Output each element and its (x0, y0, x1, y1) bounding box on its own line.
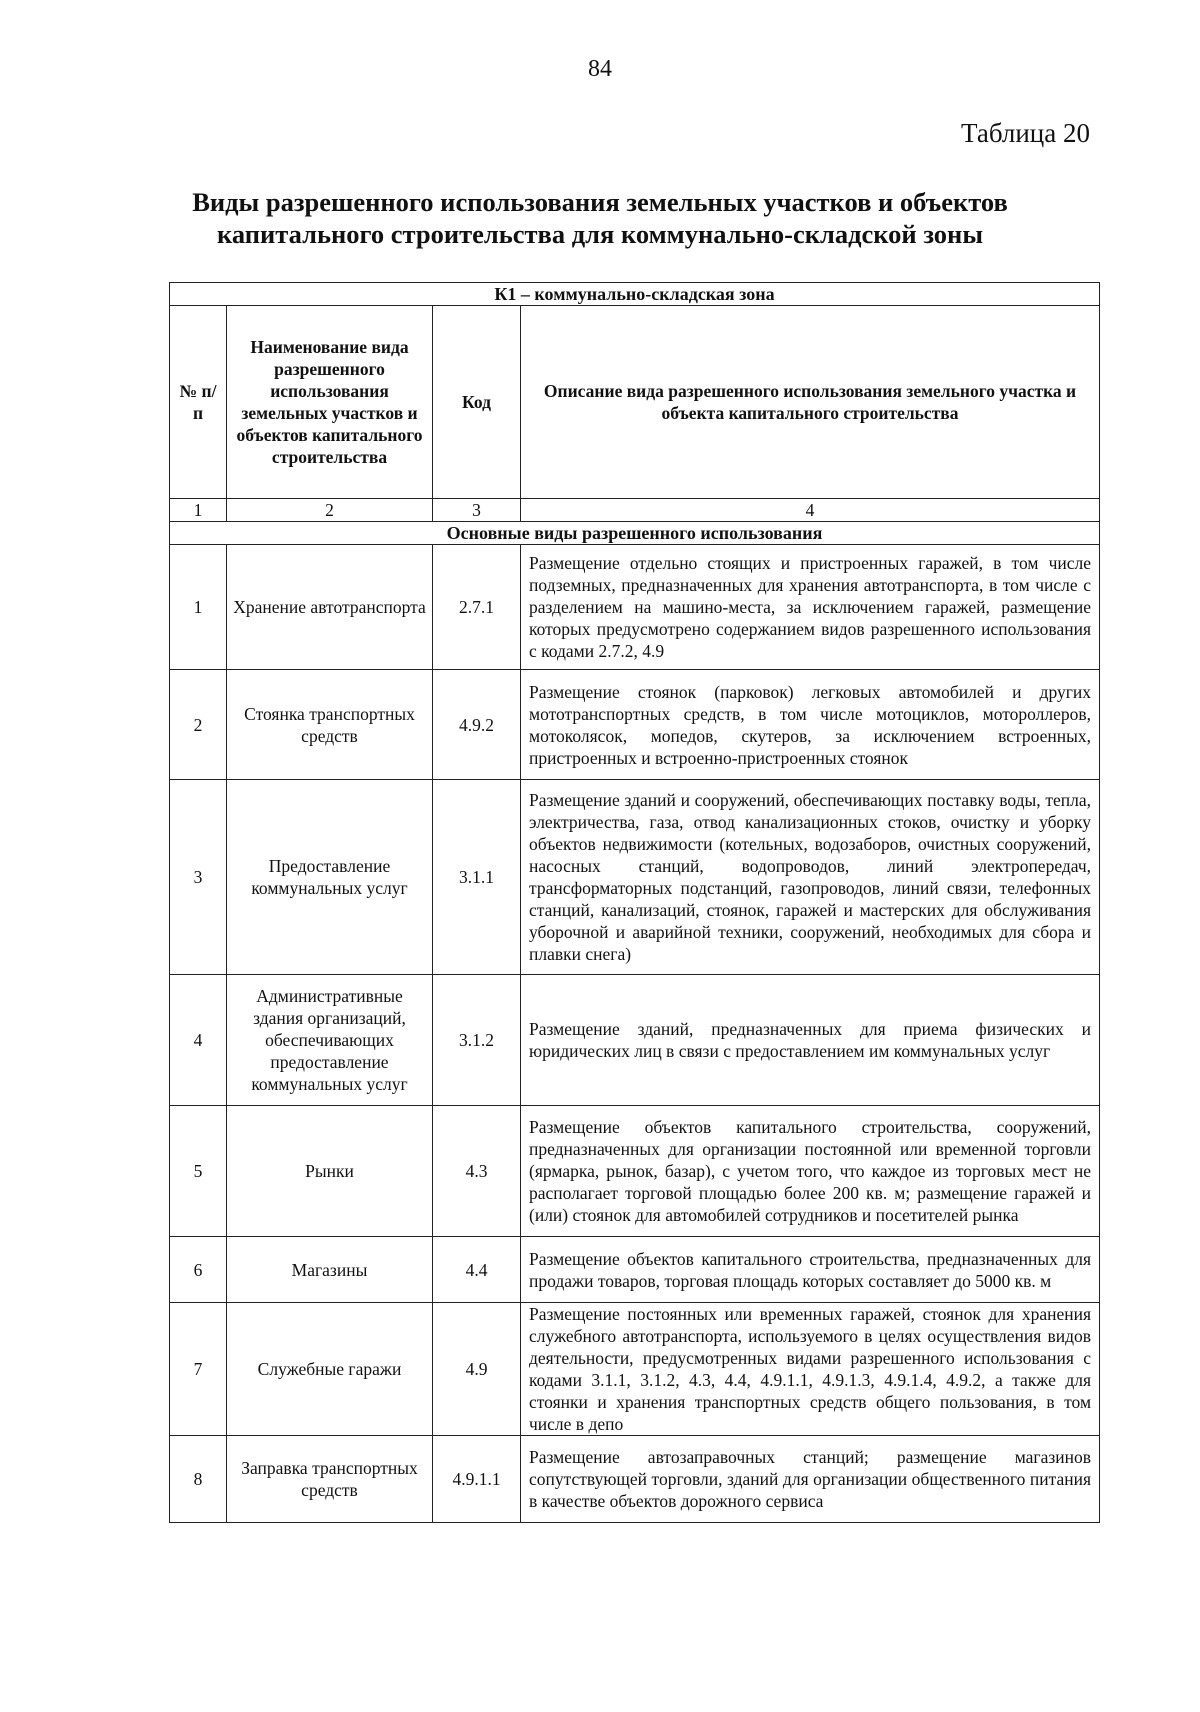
header-name: Наименование вида разрешенного использования земельных участков и объектов капитального строительства (227, 306, 433, 499)
row-number: 3 (170, 780, 227, 975)
header-num: № п/п (170, 306, 227, 499)
use-name: Стоянка транспортных средств (227, 670, 433, 780)
use-code: 4.9.1.1 (433, 1436, 521, 1523)
use-code: 4.9 (433, 1303, 521, 1436)
use-name: Рынки (227, 1106, 433, 1237)
header-code: Код (433, 306, 521, 499)
column-number: 3 (433, 499, 521, 522)
zone-title: К1 – коммунально-складская зона (170, 283, 1100, 306)
row-number: 4 (170, 975, 227, 1106)
use-name: Магазины (227, 1237, 433, 1303)
title-line: Виды разрешенного использования земельных участков и объектов (192, 187, 1008, 217)
use-description: Размещение стоянок (парковок) легковых автомобилей и других мототранспортных средств, в том числе мотоциклов, мотороллеров, мотоколясок, мопедов, скутеров, за исключением встроенных, пристроенных и встроенно-пристроенных стоянок (521, 670, 1100, 780)
table-row (170, 975, 1100, 1106)
table-caption: Таблица 20 (961, 118, 1090, 148)
use-name: Административные здания организаций, обеспечивающих предоставление коммунальных услуг (227, 975, 433, 1106)
table-row (170, 1303, 1100, 1436)
use-code: 4.3 (433, 1106, 521, 1237)
header-description: Описание вида разрешенного использования земельного участка и объекта капитального строительства (521, 306, 1100, 499)
use-description: Размещение объектов капитального строительства, сооружений, предназначенных для организации постоянной или временной торговли (ярмарка, рынок, базар), с учетом того, что каждое из торговых мест не располагает торговой площадью более 200 кв. м; размещение гаражей и (или) стоянок для автомобилей сотрудников и посетителей рынка (521, 1106, 1100, 1237)
table-row (170, 1237, 1100, 1303)
document-title (0, 186, 1200, 250)
use-description: Размещение объектов капитального строительства, предназначенных для продажи товаров, торговая площадь которых составляет до 5000 кв. м (521, 1237, 1100, 1303)
use-code: 4.9.2 (433, 670, 521, 780)
table-row (170, 1106, 1100, 1237)
use-name: Предоставление коммунальных услуг (227, 780, 433, 975)
use-description: Размещение постоянных или временных гаражей, стоянок для хранения служебного автотранспорта, используемого в целях осуществления видов деятельности, предусмотренных видами разрешенного использования с кодами 3.1.1, 3.1.2, 4.3, 4.4, 4.9.1.1, 4.9.1.3, 4.9.1.4, 4.9.2, а также для стоянки и хранения транспортных средств общего пользования, в том числе в депо (521, 1303, 1100, 1436)
section-title-row (170, 522, 1100, 545)
column-number: 1 (170, 499, 227, 522)
column-number: 2 (227, 499, 433, 522)
land-use-table (169, 282, 1100, 1523)
page-number: 84 (588, 56, 612, 82)
section-title: Основные виды разрешенного использования (170, 522, 1100, 545)
use-name: Заправка транспортных средств (227, 1436, 433, 1523)
use-description: Размещение зданий и сооружений, обеспечивающих поставку воды, тепла, электричества, газа, отвод канализационных стоков, очистку и уборку объектов недвижимости (котельных, водозаборов, очистных сооружений, насосных станций, водопроводов, линий электропередач, трансформаторных подстанций, газопроводов, линий связи, телефонных станций, канализаций, стоянок, гаражей и мастерских для обслуживания уборочной и аварийной техники, сооружений, необходимых для сбора и плавки снега) (521, 780, 1100, 975)
header-row (170, 306, 1100, 499)
table-row (170, 670, 1100, 780)
use-code: 3.1.1 (433, 780, 521, 975)
use-code: 2.7.1 (433, 545, 521, 670)
column-numbers-row (170, 499, 1100, 522)
row-number: 8 (170, 1436, 227, 1523)
use-code: 4.4 (433, 1237, 521, 1303)
use-description: Размещение отдельно стоящих и пристроенных гаражей, в том числе подземных, предназначенных для хранения автотранспорта, в том числе с разделением на машино-места, за исключением гаражей, размещение которых предусмотрено содержанием видов разрешенного использования с кодами 2.7.2, 4.9 (521, 545, 1100, 670)
use-code: 3.1.2 (433, 975, 521, 1106)
row-number: 6 (170, 1237, 227, 1303)
use-name: Хранение автотранспорта (227, 545, 433, 670)
row-number: 5 (170, 1106, 227, 1237)
row-number: 1 (170, 545, 227, 670)
use-description: Размещение зданий, предназначенных для приема физических и юридических лиц в связи с предоставлением им коммунальных услуг (521, 975, 1100, 1106)
title-line: капитального строительства для коммунально-складской зоны (216, 219, 984, 249)
row-number: 2 (170, 670, 227, 780)
zone-title-row (170, 283, 1100, 306)
table-row (170, 780, 1100, 975)
table-row (170, 1436, 1100, 1523)
table-row (170, 545, 1100, 670)
use-name: Служебные гаражи (227, 1303, 433, 1436)
row-number: 7 (170, 1303, 227, 1436)
use-description: Размещение автозаправочных станций; размещение магазинов сопутствующей торговли, зданий для организации общественного питания в качестве объектов дорожного сервиса (521, 1436, 1100, 1523)
column-number: 4 (521, 499, 1100, 522)
